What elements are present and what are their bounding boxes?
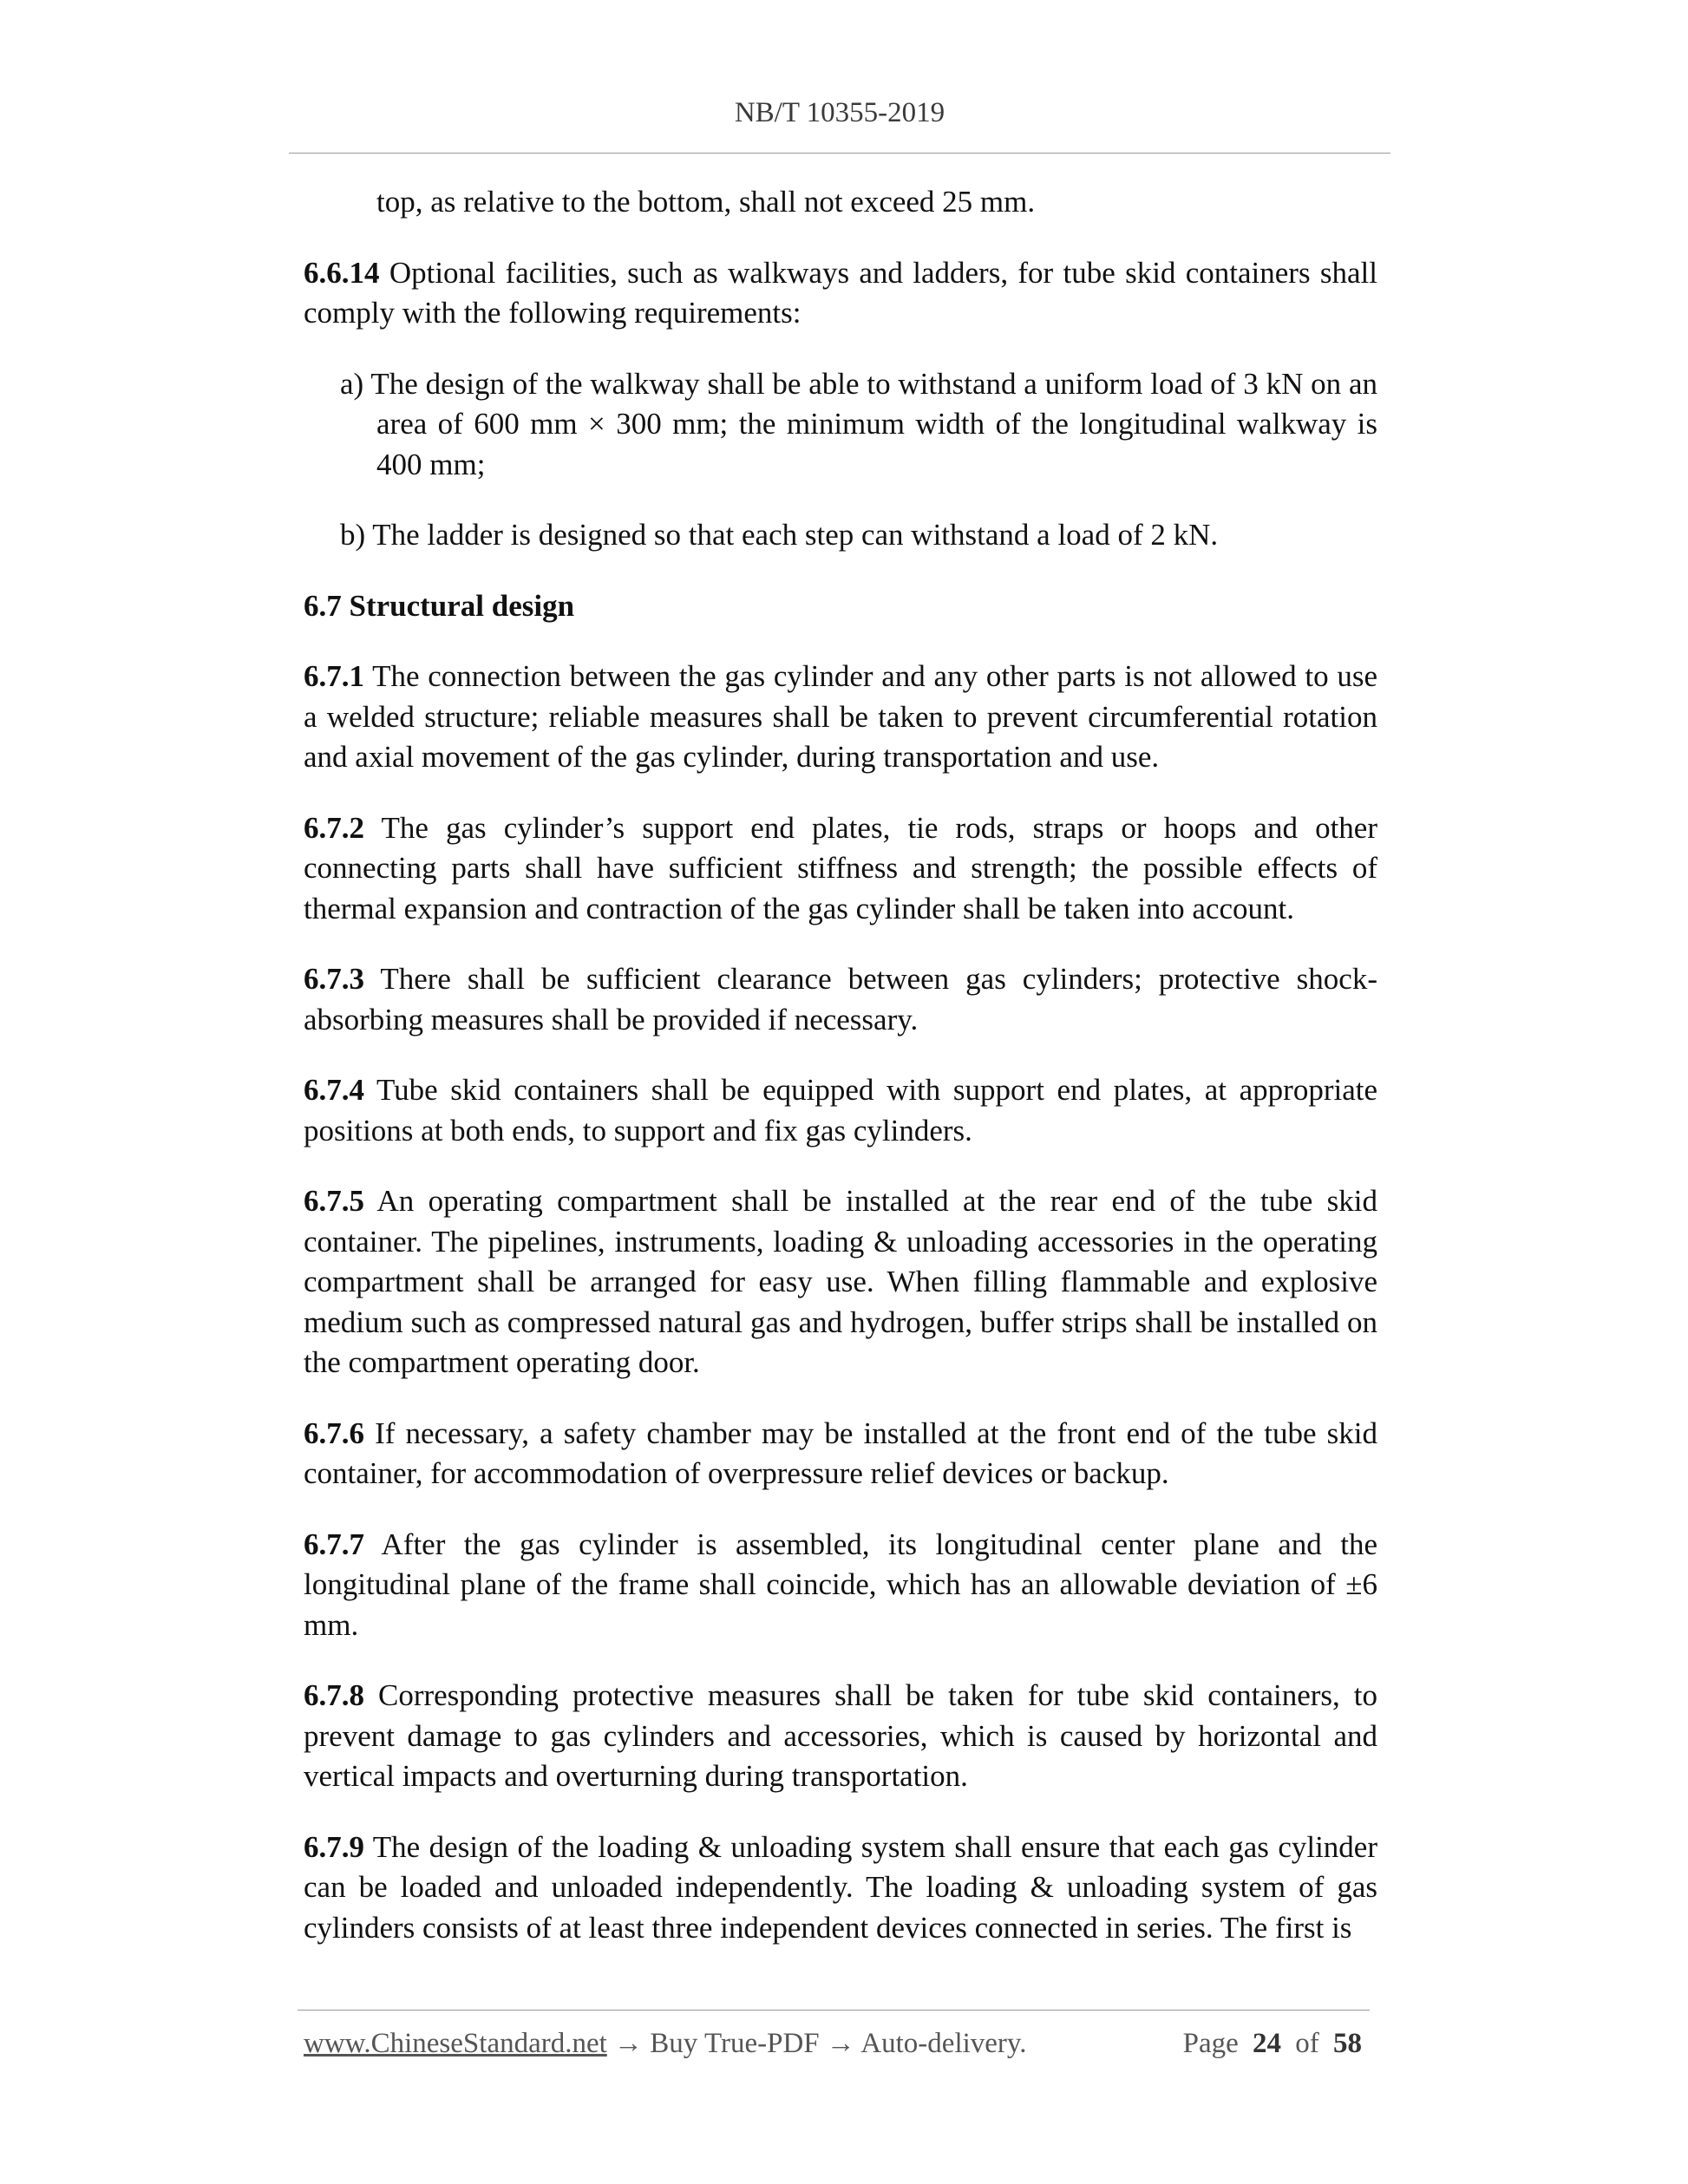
- clause-number: 6.7.6: [304, 1416, 364, 1450]
- page-total: 58: [1333, 2028, 1362, 2059]
- running-header: NB/T 10355-2019: [734, 97, 945, 128]
- clause-text: The connection between the gas cylinder and any other parts is not allowed to use a welded structure; reliable measures shall be taken to prevent circumferential rotation and axial movement of the gas cylinder, during transportation and use.: [304, 659, 1377, 774]
- clause-number: 6.7.3: [304, 962, 364, 996]
- clause-text: Corresponding protective measures shall be taken for tube skid containers, to prevent damage to gas cylinders and accessories, which is caused by horizontal and vertical impacts and overturning during transportation.: [304, 1678, 1377, 1793]
- clause-number: 6.6.14: [304, 255, 380, 290]
- footer-promo: [304, 2028, 1027, 2060]
- footer-divider: [298, 2010, 1370, 2011]
- clause-text: Tube skid containers shall be equipped with support end plates, at appropriate positions at both ends, to support and fix gas cylinders.: [304, 1073, 1377, 1148]
- clause-number: 6.7.2: [304, 810, 364, 845]
- page-indicator: [1183, 2028, 1369, 2060]
- clause-text: There shall be sufficient clearance between gas cylinders; protective shock-absorbing measures shall be provided if necessary.: [304, 962, 1377, 1036]
- site-link[interactable]: www.ChineseStandard.net: [304, 2028, 607, 2059]
- section-heading-6-7: 6.7 Structural design: [304, 588, 575, 623]
- clause-number: 6.7.4: [304, 1073, 364, 1107]
- list-item-a: a) The design of the walkway shall be able to withstand a uniform load of 3 kN on an area of 600 mm × 300 mm; the minimum width of the longitudinal walkway is 400 mm;: [340, 366, 1377, 481]
- clause-number: 6.7.1: [304, 659, 364, 693]
- clause-text: The design of the loading & unloading system shall ensure that each gas cylinder can be loaded and unloaded independently. The loading & unloading system of gas cylinders consists of at least three independent devices connected in series. The first is: [304, 1829, 1377, 1945]
- page-number: 24: [1253, 2028, 1281, 2059]
- clause-number: 6.7.5: [304, 1184, 364, 1218]
- clause-6-6-14: [304, 253, 1377, 334]
- page-label: Page: [1182, 2028, 1239, 2059]
- clause-text: The gas cylinder’s support end plates, tie rods, straps or hoops and other connecting parts shall have sufficient stiffness and strength; the possible effects of thermal expansion and contraction of the gas cylinder shall be taken into account.: [304, 810, 1377, 925]
- clause-number: 6.7.8: [304, 1678, 364, 1712]
- clause-number: 6.7.9: [304, 1829, 364, 1864]
- of-label: of: [1295, 2028, 1319, 2059]
- clause-6-7-7: [304, 1525, 1377, 1646]
- clause-text: An operating compartment shall be installed at the rear end of the tube skid container. The pipelines, instruments, loading & unloading accessories in the operating compartment shall be arranged for easy use. When filling flammable and explosive medium such as compressed natural gas and hydrogen, buffer strips shall be installed on the compartment operating door.: [304, 1184, 1377, 1379]
- clause-text: Optional facilities, such as walkways and ladders, for tube skid containers shall comply with the following requirements:: [304, 255, 1377, 330]
- clause-6-7-1: [304, 657, 1377, 778]
- page-footer: [304, 2028, 1369, 2060]
- clause-6-7-2: [304, 808, 1377, 930]
- clause-number: 6.7.7: [304, 1527, 364, 1561]
- continued-paragraph: top, as relative to the bottom, shall not exceed 25 mm.: [376, 185, 1036, 219]
- clause-text: After the gas cylinder is assembled, its longitudinal center plane and the longitudinal plane of the frame shall coincide, which has an allowable deviation of ±6 mm.: [304, 1527, 1377, 1642]
- clause-6-7-9: [304, 1828, 1377, 1949]
- clause-text: If necessary, a safety chamber may be installed at the front end of the tube skid container, for accommodation of overpressure relief devices or backup.: [304, 1416, 1377, 1490]
- clause-6-7-6: [304, 1414, 1377, 1494]
- promo-text: → Buy True-PDF → Auto-delivery.: [606, 2028, 1027, 2059]
- page-body: [304, 182, 1377, 1978]
- clause-6-7-8: [304, 1676, 1377, 1797]
- list-item-b: b) The ladder is designed so that each step can withstand a load of 2 kN.: [340, 518, 1219, 552]
- clause-6-7-3: [304, 959, 1377, 1040]
- clause-6-7-5: [304, 1181, 1377, 1383]
- clause-6-7-4: [304, 1070, 1377, 1151]
- header-divider: [289, 153, 1390, 154]
